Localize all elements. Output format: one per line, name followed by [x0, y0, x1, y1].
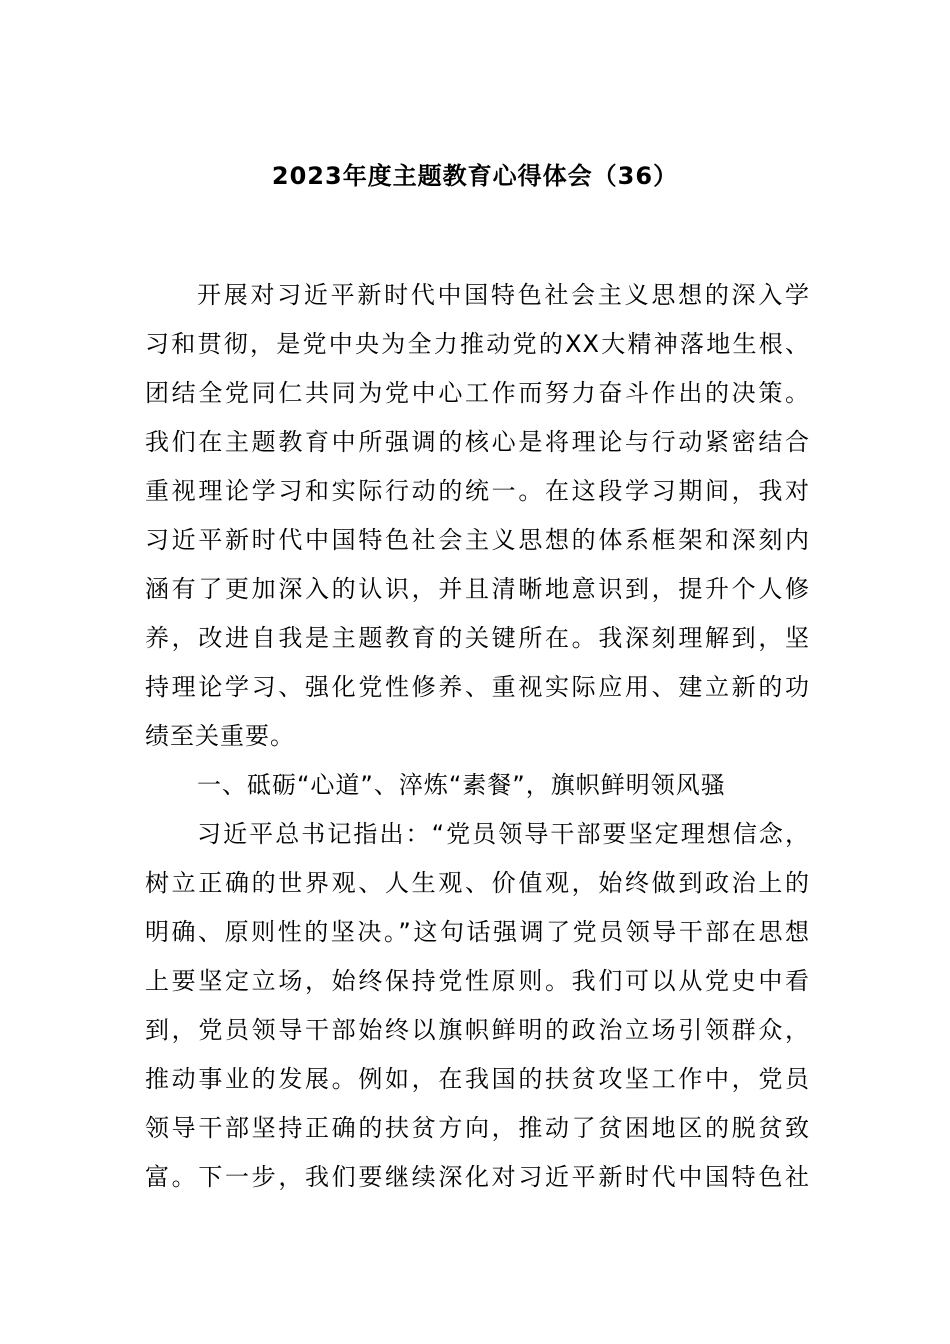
paragraph-1-line-1: 开展对习近平新时代中国特色社会主义思想的深入学 [197, 281, 810, 309]
paragraph-1-line-5: 重视理论学习和实际行动的统一。在这段学习期间，我对 [145, 477, 810, 505]
paragraph-2-line-5: 到，党员领导干部始终以旗帜鲜明的政治立场引领群众， [145, 1016, 810, 1044]
paragraph-1-line-9: 持理论学习、强化党性修养、重视实际应用、建立新的功 [145, 673, 810, 701]
document-title: 2023年度主题教育心得体会（36） [271, 162, 679, 190]
paragraph-2-line-8: 富。下一步，我们要继续深化对习近平新时代中国特色社 [145, 1163, 810, 1191]
paragraph-1-line-6: 习近平新时代中国特色社会主义思想的体系框架和深刻内 [145, 526, 810, 554]
paragraph-2-line-1: 习近平总书记指出：“党员领导干部要坚定理想信念， [197, 820, 810, 848]
paragraph-1-line-4: 我们在主题教育中所强调的核心是将理论与行动紧密结合 [145, 428, 810, 456]
paragraph-1-line-2: 习和贯彻，是党中央为全力推动党的XX大精神落地生根、 [145, 330, 810, 358]
document-body [145, 271, 810, 1202]
paragraph-1-line-3: 团结全党同仁共同为党中心工作而努力奋斗作出的决策。 [145, 379, 810, 407]
section-heading-1: 一、砥砺“心道”、淬炼“素餐”，旗帜鲜明领风骚 [197, 771, 726, 799]
paragraph-1-line-10: 绩至关重要。 [145, 722, 295, 750]
paragraph-2-line-4: 上要坚定立场，始终保持党性原则。我们可以从党史中看 [145, 967, 810, 995]
paragraph-1-line-7: 涵有了更加深入的认识，并且清晰地意识到，提升个人修 [145, 575, 810, 603]
paragraph-2-line-2: 树立正确的世界观、人生观、价值观，始终做到政治上的 [145, 869, 810, 897]
paragraph-1-line-8: 养，改进自我是主题教育的关键所在。我深刻理解到，坚 [145, 624, 810, 652]
paragraph-2-line-6: 推动事业的发展。例如，在我国的扶贫攻坚工作中，党员 [145, 1065, 810, 1093]
paragraph-2-line-3: 明确、原则性的坚决。”这句话强调了党员领导干部在思想 [145, 918, 810, 946]
paragraph-2-line-7: 领导干部坚持正确的扶贫方向，推动了贫困地区的脱贫致 [145, 1114, 810, 1142]
